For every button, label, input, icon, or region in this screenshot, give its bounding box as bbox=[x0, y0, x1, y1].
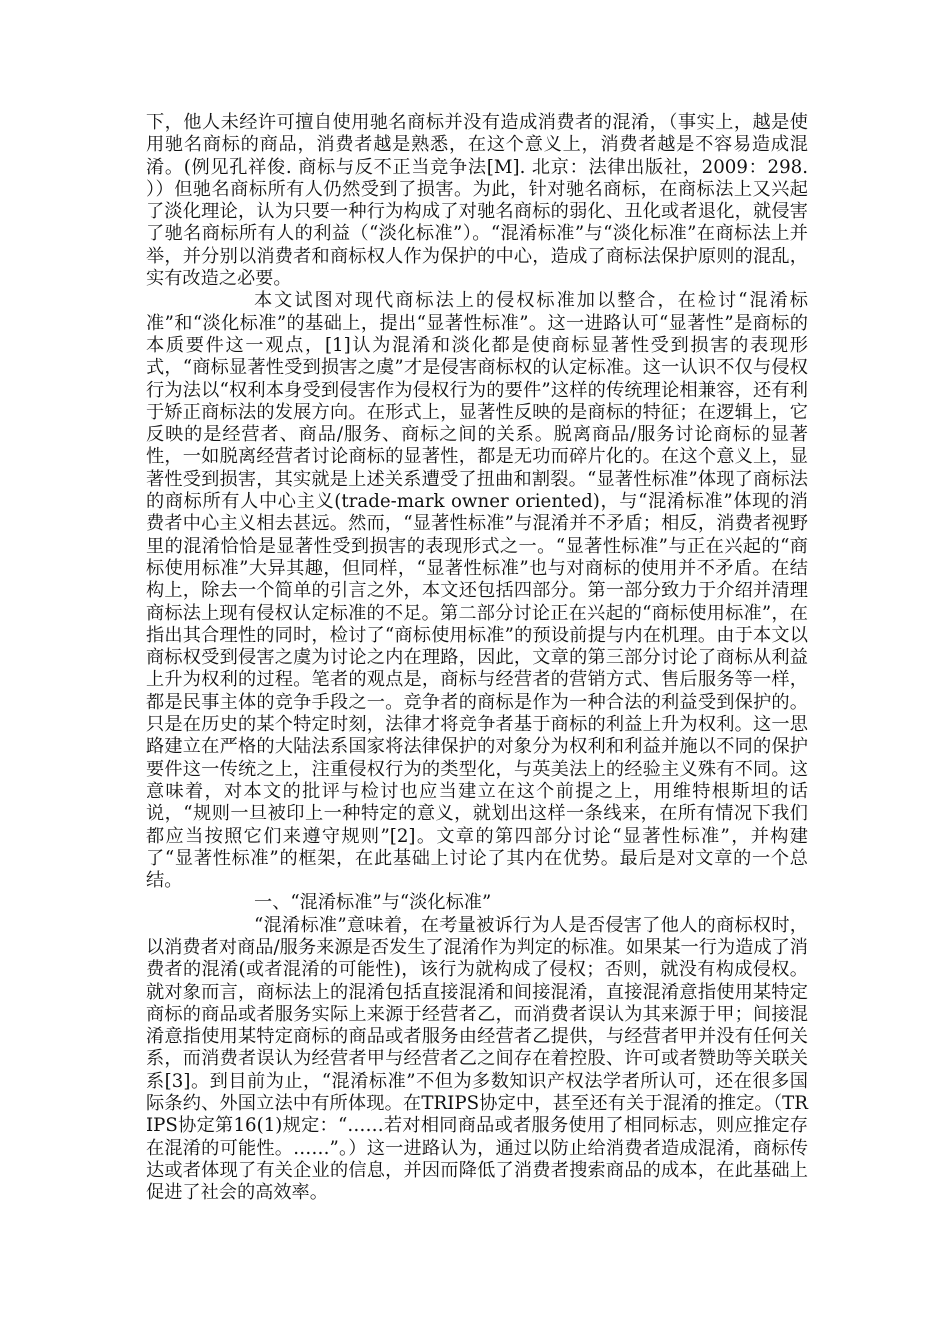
document-page bbox=[146, 112, 808, 1205]
paragraph-article-overview: 本文试图对现代商标法上的侵权标准加以整合，在检讨“混淆标准”和“淡化标准”的基础上，提出“显著性标准”。这一进路认可“显著性”是商标的本质要件这一观点，[1]认为混淆和淡化都是使商标显著性受到损害的表现形式，“商标显著性受到损害之虞”才是侵害商标权的认定标准。这一认识不仅与侵权行为法以“权利本身受到侵害作为侵权行为的要件”这样的传统理论相兼容，还有利于矫正商标法的发展方向。在形式上，显著性反映的是商标的特征；在逻辑上，它反映的是经营者、商品/服务、商标之间的关系。脱离商品/服务讨论商标的显著性，一如脱离经营者讨论商标的显著性，都是无功而碎片化的。在这个意义上，显著性受到损害，其实就是上述关系遭受了扭曲和割裂。“显著性标准”体现了商标法的商标所有人中心主义(trade-mark owner oriented)，与“混淆标准”体现的消费者中心主义相去甚远。然而，“显著性标准”与混淆并不矛盾；相反，消费者视野里的混淆恰恰是显著性受到损害的表现形式之一。“显著性标准”与正在兴起的“商标使用标准”大异其趣，但同样，“显著性标准”也与对商标的使用并不矛盾。在结构上，除去一个简单的引言之外，本文还包括四部分。第一部分致力于介绍并清理商标法上现有侵权认定标准的不足。第二部分讨论正在兴起的“商标使用标准”，在指出其合理性的同时，检讨了“商标使用标准”的预设前提与内在机理。由于本文以商标权受到侵害之虞为讨论之内在理路，因此，文章的第三部分讨论了商标从利益上升为权利的过程。笔者的观点是，商标与经营者的营销方式、售后服务等一样，都是民事主体的竞争手段之一。竞争者的商标是作为一种合法的利益受到保护的。只是在历史的某个特定时刻，法律才将竞争者基于商标的利益上升为权利。这一思路建立在严格的大陆法系国家将法律保护的对象分为权利和利益并施以不同的保护要件这一传统之上，注重侵权行为的类型化，与英美法上的经验主义殊有不同。这意味着，对本文的批评与检讨也应当建立在这个前提之上，用维特根斯坦的话说，“规则一旦被印上一种特定的意义，就划出这样一条线来，在所有情况下我们都应当按照它们来遵守规则”[2]。文章的第四部分讨论“显著性标准”，并构建了“显著性标准”的框架，在此基础上讨论了其内在优势。最后是对文章的一个总结。 bbox=[146, 290, 808, 892]
section-heading: 一、“混淆标准”与“淡化标准” bbox=[254, 892, 492, 914]
paragraph-confusion-standard: “混淆标准”意味着，在考量被诉行为人是否侵害了他人的商标权时，以消费者对商品/服务来源是否发生了混淆作为判定的标准。如果某一行为造成了消费者的混淆(或者混淆的可能性)，该行为就构成了侵权；否则，就没有构成侵权。就对象而言，商标法上的混淆包括直接混淆和间接混淆，直接混淆意指使用某特定商标的商品或者服务实际上来源于经营者乙，而消费者误认为其来源于甲；间接混淆意指使用某特定商标的商品或者服务由经营者乙提供，与经营者甲并没有任何关系，而消费者误认为经营者甲与经营者乙之间存在着控股、许可或者赞助等关联关系[3]。到目前为止，“混淆标准”不但为多数知识产权法学者所认可，还在很多国际条约、外国立法中有所体现。在TRIPS协定中，甚至还有关于混淆的推定。（TRIPS协定第16(1)规定：“……若对相同商品或者服务使用了相同标志，则应推定存在混淆的可能性。……”。）这一进路认为，通过以防止给消费者造成混淆，商标传达或者体现了有关企业的信息，并因而降低了消费者搜索商品的成本，在此基础上促进了社会的高效率。 bbox=[146, 914, 808, 1204]
paragraph-intro-continued: 下，他人未经许可擅自使用驰名商标并没有造成消费者的混淆，（事实上，越是使用驰名商标的商品，消费者越是熟悉，在这个意义上，消费者越是不容易造成混淆。(例见孔祥俊. 商标与反不正当竞争法[M]. 北京：法律出版社，2009：298. ））但驰名商标所有人仍然受到了损害。为此，针对驰名商标，在商标法上又兴起了淡化理论，认为只要一种行为构成了对驰名商标的弱化、丑化或者退化，就侵害了驰名商标所有人的利益（“淡化标准”）。“混淆标准”与“淡化标准”在商标法上并举，并分别以消费者和商标权人作为保护的中心，造成了商标法保护原则的混乱，实有改造之必要。 bbox=[146, 112, 808, 290]
